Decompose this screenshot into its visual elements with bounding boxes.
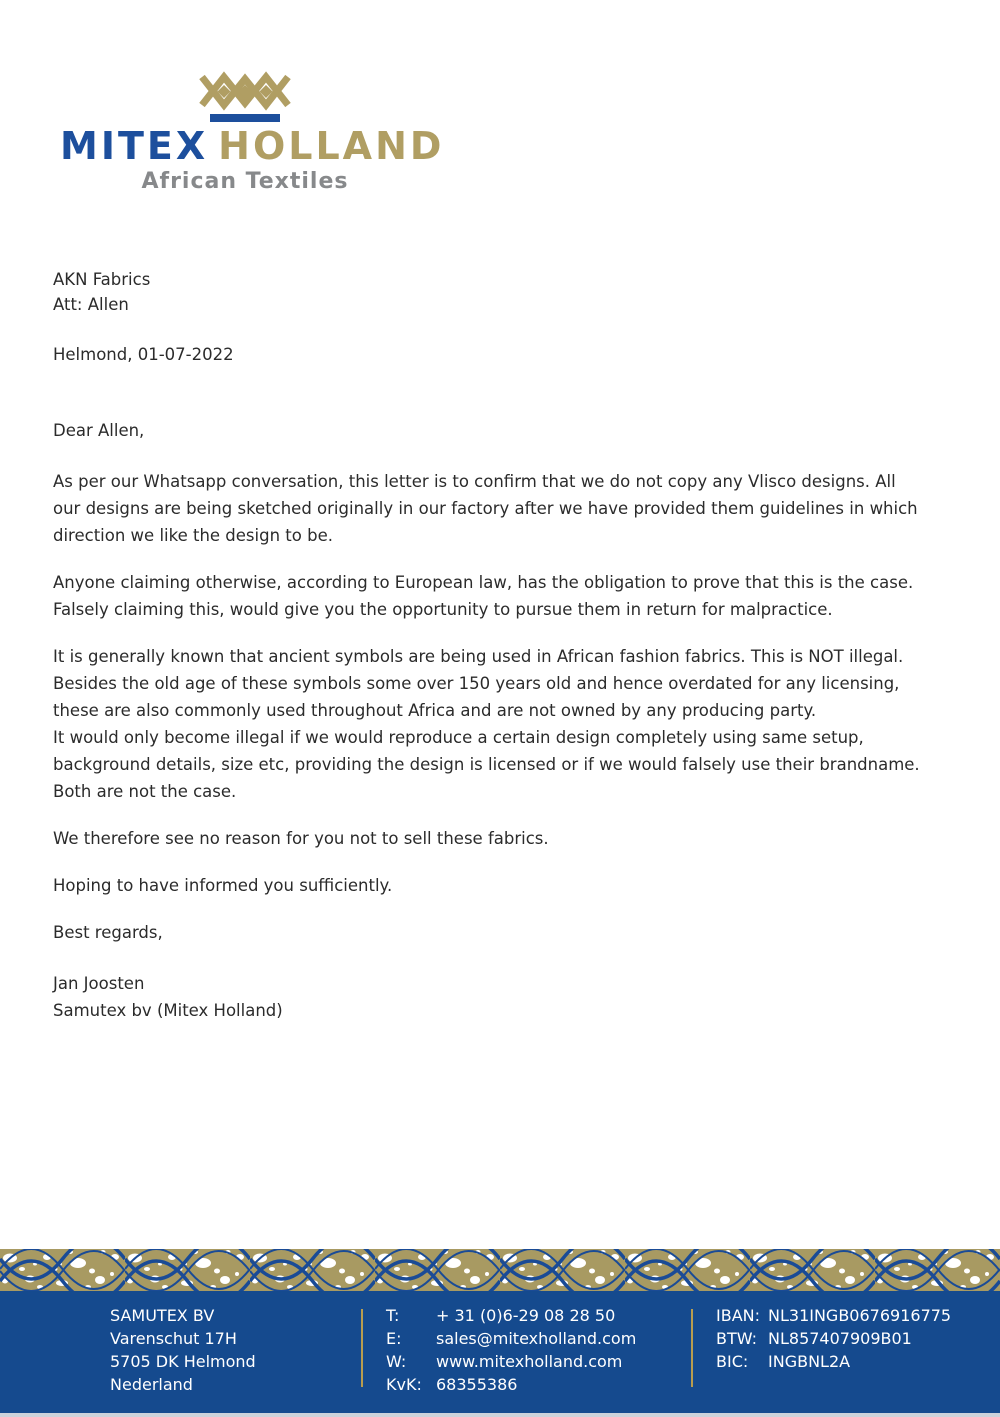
fabric-pattern-band (0, 1249, 1000, 1291)
footer-btw-row (716, 1327, 951, 1350)
footer-address (110, 1304, 256, 1396)
signature-company: Samutex bv (Mitex Holland) (53, 1001, 283, 1020)
email-label: E: (386, 1329, 402, 1348)
footer-city: 5705 DK Helmond (110, 1352, 256, 1371)
bic-value: INGBNL2A (768, 1352, 851, 1371)
footer-email-row (386, 1327, 636, 1350)
paragraph-1: As per our Whatsapp conversation, this letter is to confirm that we do not copy any Vlisco designs. All our designs are being sketched originally in our factory after we have provided them guidelines in which direction we like the design to be. (53, 472, 918, 545)
brand-holland: HOLLAND (218, 124, 445, 168)
footer-bank (716, 1304, 951, 1373)
footer-kvk-row (386, 1373, 636, 1396)
website-value: www.mitexholland.com (436, 1352, 623, 1371)
footer-bic-row (716, 1350, 951, 1373)
paragraph-3-part-b: It would only become illegal if we would reproduce a certain design completely using same setup, background details, size etc, providing the design is licensed or if we would falsely use their brandname. (53, 728, 920, 774)
page-bottom-edge (0, 1413, 1000, 1417)
footer-company-name: SAMUTEX BV (110, 1306, 215, 1325)
kvk-label: KvK: (386, 1375, 422, 1394)
paragraph-3 (53, 643, 923, 805)
paragraph-3-part-a: It is generally known that ancient symbols are being used in African fashion fabrics. This is NOT illegal. Besides the old age of these symbols some over 150 years old and hence overdated for any licensing, these are also commonly used throughout Africa and are not owned by any producing party. (53, 647, 904, 720)
dateline: Helmond, 01-07-2022 (53, 345, 234, 364)
email-value: sales@mitexholland.com (436, 1329, 637, 1348)
recipient-attention: Att: Allen (53, 295, 129, 314)
footer-phone-row (386, 1304, 636, 1327)
footer-divider-right (691, 1309, 693, 1387)
crown-icon (197, 64, 293, 122)
phone-value: + 31 (0)6-29 08 28 50 (436, 1306, 616, 1325)
btw-value: NL857407909B01 (768, 1329, 912, 1348)
brand-mitex: MITEX (60, 124, 209, 168)
btw-label: BTW: (716, 1329, 758, 1348)
signature-block (53, 970, 923, 1024)
bic-label: BIC: (716, 1352, 749, 1371)
paragraph-2: Anyone claiming otherwise, according to European law, has the obligation to prove that this is the case. Falsely claiming this, would give you the opportunity to pursue them in return for malpractice. (53, 573, 914, 619)
iban-label: IBAN: (716, 1306, 760, 1325)
iban-value: NL31INGB0676916775 (768, 1306, 952, 1325)
brand-tagline: African Textiles (141, 169, 349, 194)
paragraph-5: Hoping to have informed you sufficiently. (53, 876, 393, 895)
phone-label: T: (386, 1306, 400, 1325)
company-logo (60, 64, 445, 195)
footer-contact (386, 1304, 636, 1396)
salutation: Dear Allen, (53, 421, 145, 440)
footer (0, 1291, 1000, 1413)
footer-website-row (386, 1350, 636, 1373)
website-label: W: (386, 1352, 407, 1371)
paragraph-4: We therefore see no reason for you not to sell these fabrics. (53, 829, 549, 848)
footer-street: Varenschut 17H (110, 1329, 237, 1348)
signature-name: Jan Joosten (53, 974, 145, 993)
footer-iban-row (716, 1304, 951, 1327)
letter-body (53, 267, 923, 1024)
footer-country: Nederland (110, 1375, 193, 1394)
brand-wordmark (60, 124, 445, 168)
kvk-value: 68355386 (436, 1375, 518, 1394)
paragraph-3-part-c: Both are not the case. (53, 782, 237, 801)
recipient-name: AKN Fabrics (53, 270, 151, 289)
closing: Best regards, (53, 923, 163, 942)
footer-divider-left (361, 1309, 363, 1387)
